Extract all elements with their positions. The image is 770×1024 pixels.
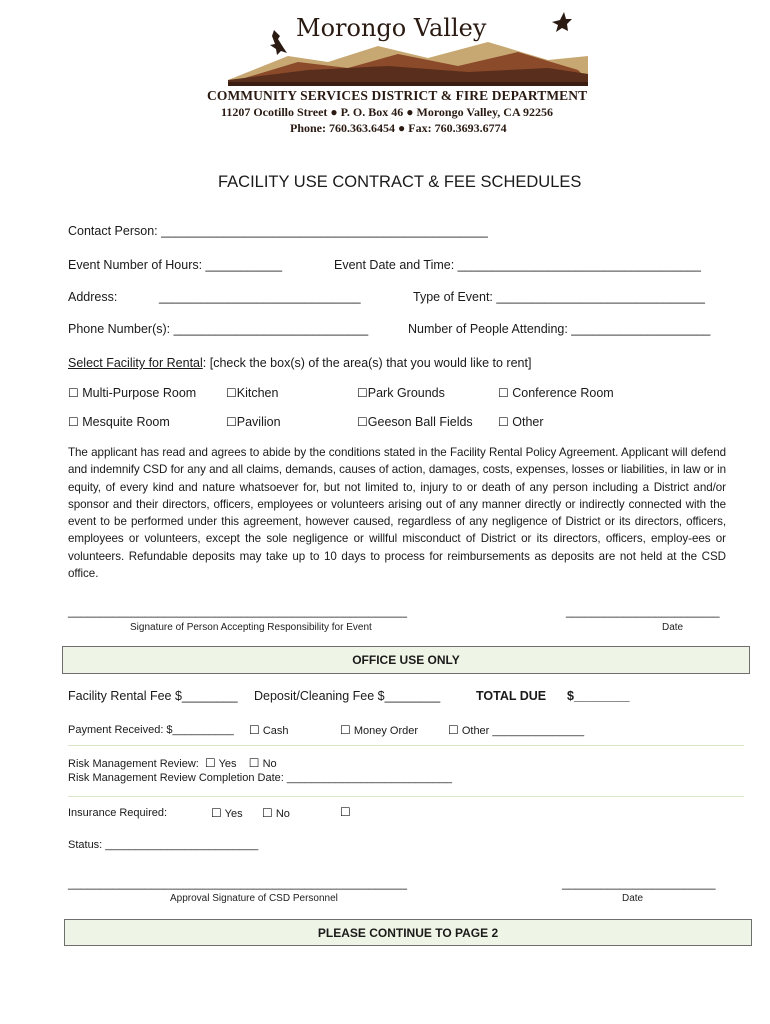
option-label: Geeson Ball Fields	[367, 415, 473, 429]
total-due-label: TOTAL DUE	[476, 689, 547, 703]
checkbox-icon[interactable]: ☐	[226, 386, 237, 400]
type-of-event-field[interactable]: Type of Event: ______________________________	[413, 290, 705, 304]
insurance-required-label: Insurance Required:	[68, 807, 168, 819]
agreement-paragraph: The applicant has read and agrees to abide by the conditions stated in the Facility Rental Policy Agreement. Applicant will defend and indemnify CSD for any and all claims, demands, causes of action, damages, costs, expenses, losses or liabilities, in law or in equity, of every kind and nature whatsoever for, but not limited to, injury to or death of any person including a District and/or sponsor and their directors, officers, employees or volunteers arising out of any manner directly or indirectly connected with the event to be performed under this agreement, however caused, regardless of any negligence of District or its directors, officers, employees or volunteers, except the sole negligence or willful misconduct of District or its directors, officers, employ-ees or volunteers. Refundable deposits may take up to 10 days to process for reimbursements as deposits are not held at the CSD office.	[68, 446, 726, 581]
phone-numbers-field[interactable]: Phone Number(s): ____________________________	[68, 322, 369, 336]
select-facility-instruction: : [check the box(s) of the area(s) that you would like to rent]	[202, 356, 532, 370]
payment-money-order-option[interactable]	[340, 723, 418, 737]
option-label: Other _______________	[461, 725, 585, 737]
facility-option-mesquite-room[interactable]	[68, 415, 170, 429]
checkbox-icon[interactable]: ☐	[204, 756, 216, 770]
checkbox-icon[interactable]: ☐	[68, 415, 79, 429]
option-label: Park Grounds	[367, 386, 445, 400]
signature-label: Signature of Person Accepting Responsibility for Event	[130, 622, 372, 633]
select-facility-label: Select Facility for Rental	[68, 356, 203, 370]
event-hours-field[interactable]: Event Number of Hours: ___________	[68, 258, 283, 272]
checkbox-icon[interactable]: ☐	[248, 756, 260, 770]
option-label: Money Order	[353, 725, 419, 737]
checkbox-icon[interactable]: ☐	[226, 415, 237, 429]
org-address: 11207 Ocotillo Street ● P. O. Box 46 ● Morongo Valley, CA 92256	[221, 105, 553, 119]
option-label: Other	[512, 415, 544, 429]
signature-line[interactable]: _____________________________________________________	[68, 606, 407, 618]
yes-label: Yes	[224, 808, 243, 820]
checkbox-icon[interactable]: ☐	[249, 723, 260, 737]
checkbox-icon[interactable]: ☐	[448, 723, 459, 737]
divider	[68, 745, 744, 746]
signature-date-label: Date	[662, 622, 684, 633]
insurance-no-option[interactable]	[262, 806, 290, 820]
people-attending-field[interactable]: Number of People Attending: ____________________	[408, 322, 711, 336]
facility-option-multi-purpose[interactable]	[68, 386, 196, 400]
no-label: No	[275, 808, 290, 820]
eagle-left-icon	[270, 30, 287, 55]
eagle-right-icon	[552, 12, 572, 32]
checkbox-icon[interactable]: ☐	[262, 806, 273, 820]
facility-option-park-grounds[interactable]	[357, 386, 445, 400]
insurance-yes-option[interactable]	[211, 806, 243, 820]
facility-option-geeson-ball-fields[interactable]	[357, 415, 473, 429]
checkbox-icon[interactable]: ☐	[340, 723, 351, 737]
risk-review-row	[68, 756, 277, 770]
facility-option-conference-room[interactable]	[498, 386, 614, 400]
checkbox-icon[interactable]: ☐	[68, 386, 79, 400]
event-date-field[interactable]: Event Date and Time: ___________________________________	[334, 258, 701, 272]
continue-banner	[64, 919, 752, 946]
approval-signature-line[interactable]: _____________________________________________________	[68, 878, 407, 890]
select-facility-heading	[68, 356, 531, 370]
no-label: No	[262, 758, 277, 770]
risk-review-label: Risk Management Review:	[68, 758, 199, 770]
approval-date-label: Date	[622, 893, 644, 904]
contact-person-field[interactable]: Contact Person: _______________________________________________	[68, 224, 488, 238]
payment-received-field[interactable]: Payment Received: $__________	[68, 724, 234, 736]
facility-option-pavilion[interactable]	[226, 415, 281, 429]
facility-rental-fee-field[interactable]: Facility Rental Fee $________	[68, 689, 238, 703]
approval-date-line[interactable]: ________________________	[562, 878, 716, 890]
org-phone: Phone: 760.363.6454 ● Fax: 760.3693.6774	[290, 121, 507, 135]
status-field[interactable]: Status: _________________________	[68, 839, 259, 851]
payment-other-option[interactable]	[448, 723, 584, 737]
checkbox-icon[interactable]: ☐	[211, 806, 222, 820]
address-label: Address:	[68, 290, 118, 304]
deposit-fee-field[interactable]: Deposit/Cleaning Fee $________	[254, 689, 441, 703]
approval-signature-label: Approval Signature of CSD Personnel	[170, 893, 338, 904]
facility-option-kitchen[interactable]	[226, 386, 278, 400]
address-field[interactable]: _____________________________	[159, 290, 361, 304]
checkbox-icon[interactable]: ☐	[498, 386, 509, 400]
yes-label: Yes	[218, 758, 237, 770]
option-label: Mesquite Room	[82, 415, 170, 429]
risk-completion-date-field[interactable]: Risk Management Review Completion Date: ___________________________	[68, 772, 453, 784]
office-use-banner	[62, 646, 750, 674]
signature-date-line[interactable]: ________________________	[566, 606, 720, 618]
option-label: Multi-Purpose Room	[82, 386, 197, 400]
checkbox-icon[interactable]: ☐	[498, 415, 509, 429]
option-label: Cash	[262, 725, 289, 737]
payment-cash-option[interactable]	[249, 723, 289, 737]
page-title: FACILITY USE CONTRACT & FEE SCHEDULES	[218, 173, 582, 191]
total-due-field[interactable]: $________	[567, 689, 630, 703]
facility-option-other[interactable]	[498, 415, 544, 429]
continue-note: PLEASE CONTINUE TO PAGE 2	[317, 925, 499, 940]
insurance-extra-checkbox[interactable]: ☐	[340, 805, 351, 819]
checkbox-icon[interactable]: ☐	[357, 415, 368, 429]
divider	[68, 796, 744, 797]
org-name: COMMUNITY SERVICES DISTRICT & FIRE DEPARTMENT	[207, 88, 588, 103]
option-label: Conference Room	[512, 386, 614, 400]
office-use-title: OFFICE USE ONLY	[352, 653, 460, 667]
checkbox-icon[interactable]: ☐	[357, 386, 368, 400]
logo-title: Morongo Valley	[296, 14, 487, 42]
option-label: Kitchen	[236, 386, 279, 400]
option-label: Pavilion	[236, 415, 281, 429]
